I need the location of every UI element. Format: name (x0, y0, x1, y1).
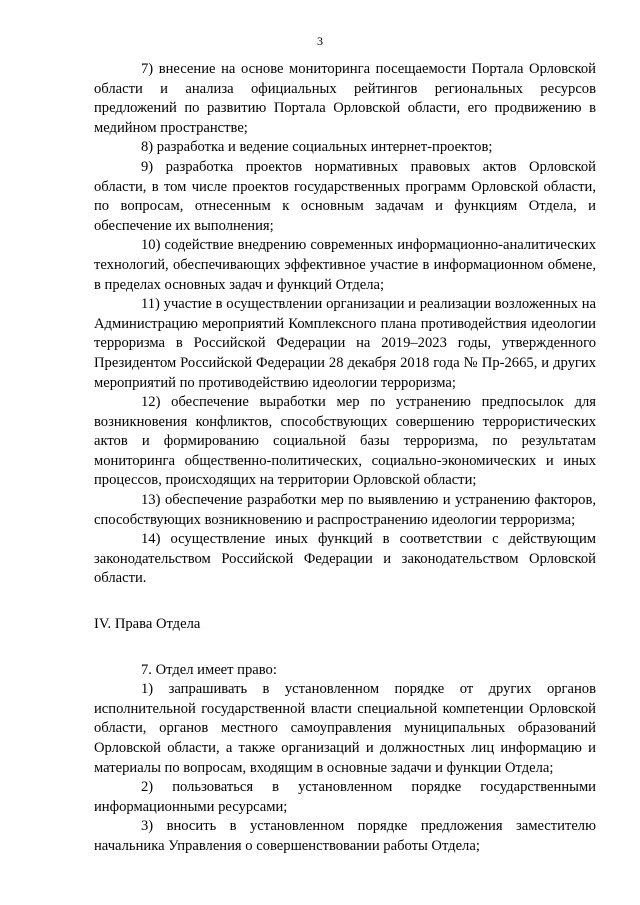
rights-item-3: 3) вносить в установленном порядке предложения заместителю начальника Управления о совершенствовании работы Отдела; (94, 818, 596, 854)
list-item-9: 9) разработка проектов нормативных правовых актов Орловской области, в том числе проектов государственных программ Орловской области, по вопросам, отнесенным к основным задачам и функциям Отдела, и обеспечение их выполнения; (94, 158, 596, 234)
rights-item-2: 2) пользоваться в установленном порядке государственными информационными ресурсами; (94, 779, 596, 815)
page-number: 3 (317, 34, 323, 48)
document-body (94, 60, 596, 857)
list-item-11: 11) участие в осуществлении организации и реализации возложенных на Администрацию мероприятий Комплексного плана противодействия идеологии терроризма в Российской Федерации на 2019–2023 годы, утвержденного Президентом Российской Федерации 28 декабря 2018 года № Пр-2665, и других мероприятий по противодействию идеологии терроризма; (94, 296, 596, 391)
rights-intro: 7. Отдел имеет право: (141, 661, 277, 678)
section-heading: IV. Права Отдела (94, 616, 201, 633)
list-item-8: 8) разработка и ведение социальных интернет-проектов; (141, 139, 493, 156)
list-item-10: 10) содействие внедрению современных информационно-аналитических технологий, обеспечивающих эффективное участие в информационном обмене, в пределах основных задач и функций Отдела; (94, 237, 596, 293)
list-item-12: 12) обеспечение выработки мер по устранению предпосылок для возникновения конфликтов, способствующих совершению террористических актов и формированию социальной базы терроризма, по результатам мониторинга общественно-политических, социально-экономических и иных процессов, происходящих на территории Орловской области; (94, 394, 596, 489)
list-item-14: 14) осуществление иных функций в соответствии с действующим законодательством Российской Федерации и законодательством Орловской области. (94, 531, 596, 587)
list-item-13: 13) обеспечение разработки мер по выявлению и устранению факторов, способствующих возникновению и распространению идеологии терроризма; (94, 492, 596, 528)
list-item-7: 7) внесение на основе мониторинга посещаемости Портала Орловской области и анализа официальных рейтингов региональных ресурсов предложений по развитию Портала Орловской области, его продвижению в медийном пространстве; (94, 61, 596, 136)
rights-item-1: 1) запрашивать в установленном порядке от других органов исполнительной государственной власти специальной компетенции Орловской области, органов местного самоуправления муниципальных образований Орловской области, а также организаций и должностных лиц информацию и материалы по вопросам, входящим в основные задачи и функции Отдела; (94, 681, 596, 776)
